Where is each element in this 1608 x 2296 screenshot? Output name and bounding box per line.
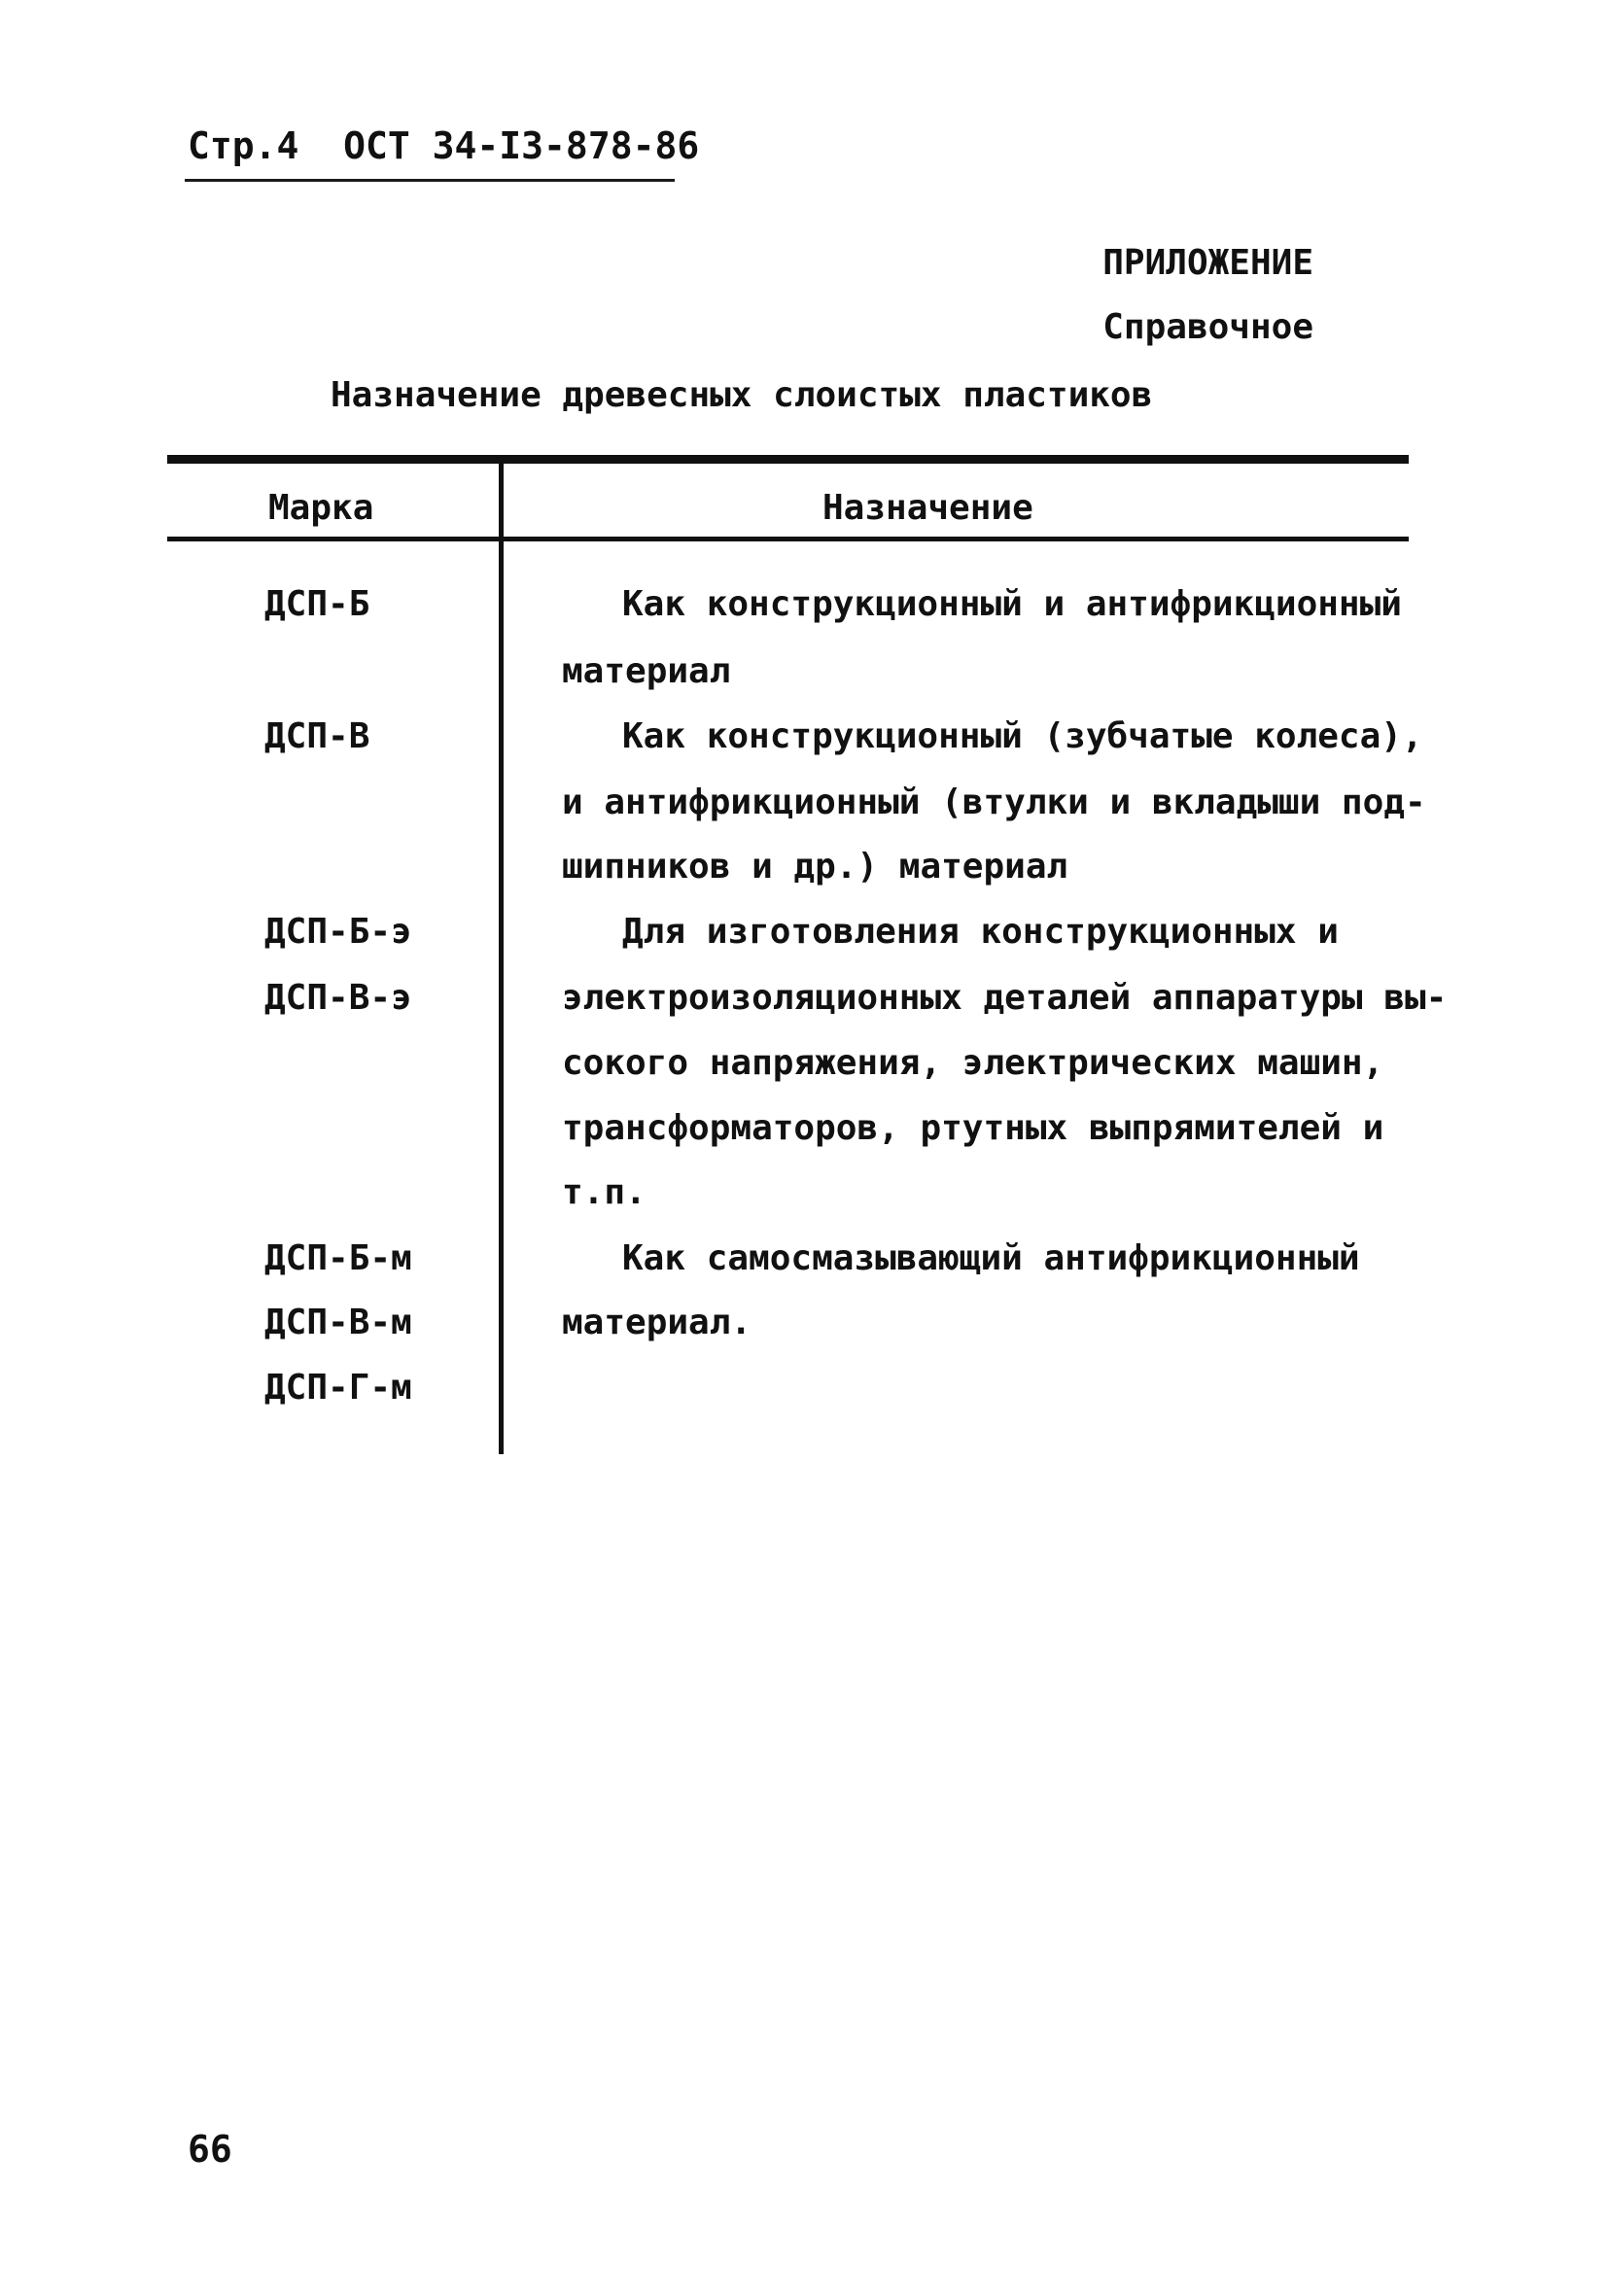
purpose-line: шипников и др.) материал — [562, 847, 1068, 887]
standard-code: ОСТ 34-I3-878-86 — [343, 124, 700, 167]
purpose-line: материал. — [562, 1303, 752, 1342]
table-column-divider — [499, 461, 504, 1454]
table-row-mark: ДСП-В-м — [264, 1303, 412, 1342]
table-top-rule — [167, 455, 1409, 464]
appendix-type: Справочное — [1102, 307, 1313, 347]
purpose-line: Как конструкционный и антифрикционный — [622, 584, 1402, 624]
purpose-line: и антифрикционный (втулки и вкладыши под- — [562, 783, 1426, 822]
purpose-line: Для изготовления конструкционных и — [622, 912, 1339, 952]
page-number: 66 — [188, 2128, 232, 2171]
table-row-mark: ДСП-Б — [264, 584, 370, 624]
purpose-line: трансформаторов, ртутных выпрямителей и — [562, 1108, 1384, 1148]
table-row-mark: ДСП-В-э — [264, 978, 412, 1018]
table-row-mark: ДСП-Г-м — [264, 1368, 412, 1408]
table-row-mark: ДСП-Б-м — [264, 1238, 412, 1278]
purpose-line: электроизоляционных деталей аппаратуры вы- — [562, 978, 1448, 1018]
purpose-line: материал — [562, 651, 731, 691]
purpose-line: сокого напряжения, электрических машин, — [562, 1043, 1384, 1083]
purpose-line: Как конструкционный (зубчатые колеса), — [622, 716, 1423, 756]
table-header-rule — [167, 537, 1409, 541]
page-header — [188, 124, 699, 167]
purpose-line: Как самосмазывающий антифрикционный — [622, 1238, 1360, 1278]
header-underline — [185, 179, 675, 182]
table-title: Назначение древесных слоистых пластиков — [331, 375, 1153, 415]
column-header-purpose: Назначение — [822, 488, 1033, 528]
table-row-mark: ДСП-В — [264, 716, 370, 756]
purpose-line: т.п. — [562, 1172, 647, 1212]
page-label: Стр.4 — [188, 124, 299, 167]
appendix-title: ПРИЛОЖЕНИЕ — [1102, 243, 1313, 283]
table-row-mark: ДСП-Б-э — [264, 912, 412, 952]
column-header-mark: Марка — [268, 488, 374, 528]
